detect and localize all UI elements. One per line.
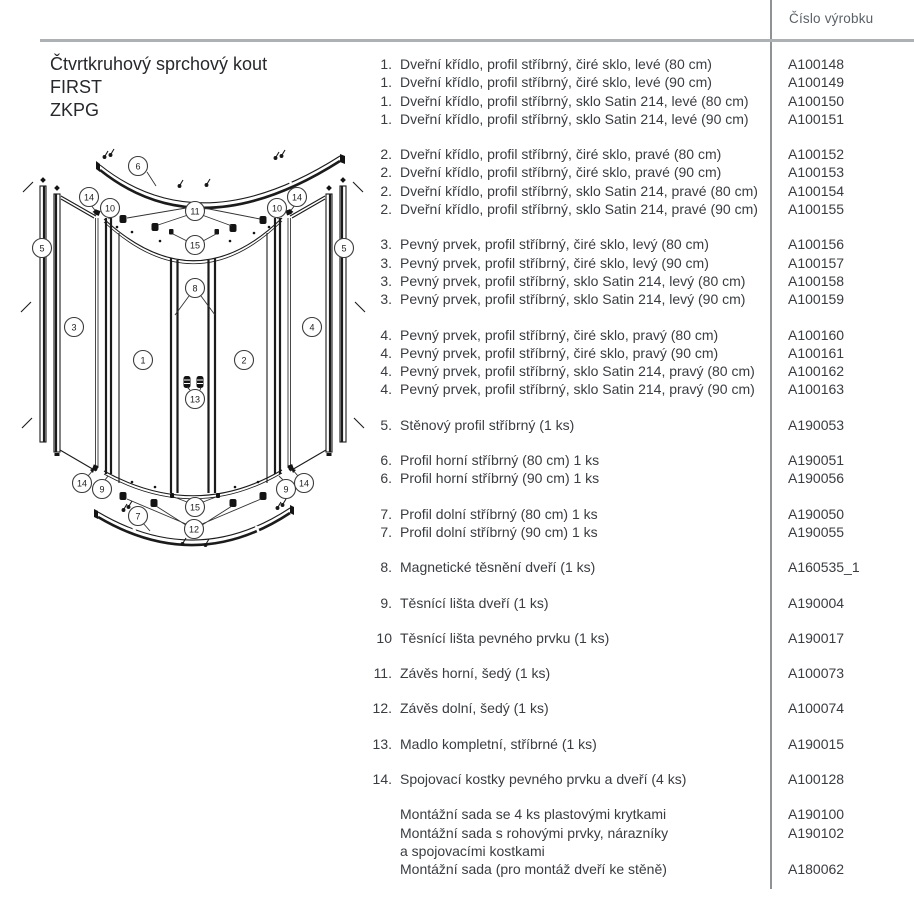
svg-text:5: 5 bbox=[341, 243, 347, 254]
part-row bbox=[368, 344, 914, 362]
svg-text:2: 2 bbox=[241, 355, 247, 366]
part-code: A100073 bbox=[788, 665, 845, 682]
part-code: A190056 bbox=[788, 470, 845, 487]
parts-group bbox=[368, 235, 914, 308]
part-code: A100152 bbox=[788, 146, 845, 163]
part-row bbox=[368, 469, 914, 487]
callout-4 bbox=[303, 318, 322, 337]
part-number: 8. bbox=[380, 559, 392, 576]
part-code: A190051 bbox=[788, 452, 845, 469]
part-description: Pevný prvek, profil stříbrný, sklo Satin 214, pravý (80 cm) bbox=[400, 363, 755, 380]
parts-group bbox=[368, 55, 914, 128]
svg-text:1: 1 bbox=[140, 355, 146, 366]
part-description: Pevný prvek, profil stříbrný, čiré sklo, levý (90 cm) bbox=[400, 254, 709, 271]
part-code: A100155 bbox=[788, 201, 845, 218]
part-row bbox=[368, 735, 914, 753]
part-code: A100148 bbox=[788, 56, 845, 72]
callout-3 bbox=[65, 318, 84, 337]
part-number: 3. bbox=[380, 291, 392, 308]
part-code: A100161 bbox=[788, 344, 845, 361]
part-code: A100160 bbox=[788, 326, 845, 343]
part-description: Madlo kompletní, stříbrné (1 ks) bbox=[400, 735, 597, 752]
part-row bbox=[368, 163, 914, 181]
part-row bbox=[368, 416, 914, 434]
part-description: Závěs horní, šedý (1 ks) bbox=[400, 665, 551, 682]
part-description: Dveřní křídlo, profil stříbrný, sklo Satin 214, pravé (90 cm) bbox=[400, 201, 758, 218]
shower-enclosure-exploded-diagram bbox=[20, 140, 366, 585]
panel-wall-profile-right bbox=[326, 185, 332, 456]
part-number: 3. bbox=[380, 254, 392, 271]
part-description: Dveřní křídlo, profil stříbrný, sklo Satin 214, levé (90 cm) bbox=[400, 110, 749, 127]
svg-text:5: 5 bbox=[39, 243, 45, 254]
part-row bbox=[368, 73, 914, 91]
part-code: A100158 bbox=[788, 272, 845, 289]
part-number: 4. bbox=[380, 344, 392, 361]
parts-group bbox=[368, 416, 914, 434]
part-code: A100074 bbox=[788, 700, 845, 717]
callout-14-top-left bbox=[80, 188, 99, 207]
part-description: Dveřní křídlo, profil stříbrný, čiré sklo, levé (90 cm) bbox=[400, 74, 712, 91]
part-number: 2. bbox=[380, 182, 392, 199]
part-code: A100157 bbox=[788, 254, 845, 271]
part-number: 4. bbox=[380, 363, 392, 380]
callout-9-right bbox=[277, 480, 296, 499]
callout-14-top-right bbox=[288, 188, 307, 207]
part-description: Profil horní stříbrný (80 cm) 1 ks bbox=[400, 452, 600, 469]
part-description: Pevný prvek, profil stříbrný, sklo Satin 214, levý (90 cm) bbox=[400, 291, 746, 308]
part-description: Magnetické těsnění dveří (1 ks) bbox=[400, 559, 596, 576]
part-code: A190100 bbox=[788, 806, 845, 823]
part-row bbox=[368, 235, 914, 253]
part-description: Dveřní křídlo, profil stříbrný, čiré sklo, pravé (90 cm) bbox=[400, 164, 722, 181]
part-code: A100154 bbox=[788, 182, 845, 199]
panel-wall-profile-left bbox=[54, 185, 60, 456]
part-description: Montážní sada s rohovými prvky, nárazníky bbox=[400, 824, 669, 841]
part-code: A190017 bbox=[788, 629, 845, 646]
fixed-panel-bottom-edges bbox=[60, 450, 326, 471]
part-row bbox=[368, 272, 914, 290]
svg-text:8: 8 bbox=[192, 283, 198, 294]
part-description: Profil horní stříbrný (90 cm) 1 ks bbox=[400, 470, 600, 487]
callout-10-top-left bbox=[101, 199, 120, 218]
part-row bbox=[368, 110, 914, 128]
part-number: 1. bbox=[380, 92, 392, 109]
part-number: 3. bbox=[380, 272, 392, 289]
part-number: 4. bbox=[380, 381, 392, 398]
part-number: 12. bbox=[372, 700, 392, 717]
parts-group bbox=[368, 805, 914, 878]
part-code: A100150 bbox=[788, 92, 845, 109]
header-rule-line bbox=[40, 39, 914, 42]
parts-group bbox=[368, 735, 914, 753]
product-title-block bbox=[50, 53, 267, 122]
part-number: 7. bbox=[380, 505, 392, 522]
part-description: Pevný prvek, profil stříbrný, čiré sklo, pravý (90 cm) bbox=[400, 344, 719, 361]
part-row bbox=[368, 145, 914, 163]
part-code: A100128 bbox=[788, 771, 845, 788]
svg-text:14: 14 bbox=[298, 478, 310, 489]
part-number: 9. bbox=[380, 594, 392, 611]
product-model: ZKPG bbox=[50, 100, 100, 120]
part-description: Profil dolní stříbrný (90 cm) 1 ks bbox=[400, 523, 598, 540]
part-code: A100162 bbox=[788, 363, 845, 380]
part-row bbox=[368, 699, 914, 717]
part-number: 1. bbox=[380, 74, 392, 91]
part-number: 11. bbox=[373, 665, 392, 682]
parts-group bbox=[368, 664, 914, 682]
panels-bottom-curve-inner bbox=[104, 473, 282, 499]
fixed-panel-edge-strips bbox=[106, 218, 280, 474]
part-row bbox=[368, 362, 914, 380]
parts-group bbox=[368, 699, 914, 717]
part-row bbox=[368, 92, 914, 110]
part-row bbox=[368, 380, 914, 398]
callout-15-bottom bbox=[186, 498, 205, 517]
part-row bbox=[368, 558, 914, 576]
part-number: 5. bbox=[380, 416, 392, 433]
part-code: A190050 bbox=[788, 505, 845, 522]
svg-text:9: 9 bbox=[283, 484, 289, 495]
handle-knobs bbox=[184, 376, 204, 388]
callout-14-bottom-right bbox=[295, 474, 314, 493]
part-code: A100153 bbox=[788, 164, 845, 181]
part-row bbox=[368, 182, 914, 200]
part-number: 13. bbox=[372, 735, 392, 752]
part-description: Montážní sada (pro montáž dveří ke stěně) bbox=[400, 861, 667, 878]
part-code: A190055 bbox=[788, 523, 845, 540]
part-number bbox=[368, 805, 392, 823]
callout-10-top-right bbox=[268, 199, 287, 218]
part-description: Pevný prvek, profil stříbrný, čiré sklo, pravý (80 cm) bbox=[400, 326, 719, 343]
wall-profile-left bbox=[40, 177, 46, 442]
part-row bbox=[368, 55, 914, 73]
callout-7 bbox=[129, 507, 148, 526]
part-number: 14. bbox=[372, 771, 392, 788]
svg-text:15: 15 bbox=[189, 240, 201, 251]
part-row bbox=[368, 451, 914, 469]
part-row bbox=[368, 594, 914, 612]
part-number bbox=[368, 842, 392, 860]
svg-text:14: 14 bbox=[83, 192, 95, 203]
callout-15-top bbox=[186, 236, 205, 255]
part-number bbox=[368, 860, 392, 878]
parts-group bbox=[368, 505, 914, 542]
part-code: A190004 bbox=[788, 594, 845, 611]
part-description: Těsnící lišta pevného prvku (1 ks) bbox=[400, 629, 610, 646]
svg-text:12: 12 bbox=[188, 524, 200, 535]
svg-text:6: 6 bbox=[135, 161, 141, 172]
part-code: A100151 bbox=[788, 110, 845, 127]
part-number: 1. bbox=[380, 56, 392, 72]
part-description: Závěs dolní, šedý (1 ks) bbox=[400, 700, 549, 717]
part-row bbox=[368, 629, 914, 647]
svg-text:7: 7 bbox=[135, 511, 141, 522]
part-row bbox=[368, 824, 914, 842]
parts-group bbox=[368, 629, 914, 647]
part-description: Stěnový profil stříbrný (1 ks) bbox=[400, 416, 575, 433]
callout-5-left bbox=[33, 239, 52, 258]
part-description: Profil dolní stříbrný (80 cm) 1 ks bbox=[400, 505, 598, 522]
callout-5-right bbox=[335, 239, 354, 258]
part-row bbox=[368, 505, 914, 523]
part-number: 2. bbox=[380, 201, 392, 218]
callout-9-left bbox=[93, 480, 112, 499]
svg-text:10: 10 bbox=[104, 203, 116, 214]
wall-profile-right bbox=[340, 177, 346, 442]
part-description: Dveřní křídlo, profil stříbrný, sklo Satin 214, pravé (80 cm) bbox=[400, 182, 758, 199]
part-number: 1. bbox=[380, 110, 392, 127]
part-code: A190102 bbox=[788, 824, 845, 841]
part-number: 6. bbox=[380, 452, 392, 469]
part-row bbox=[368, 805, 914, 823]
callout-13 bbox=[186, 390, 205, 409]
svg-text:14: 14 bbox=[76, 478, 88, 489]
part-row bbox=[368, 770, 914, 788]
callout-1 bbox=[134, 351, 153, 370]
callout-11 bbox=[186, 202, 205, 221]
svg-text:4: 4 bbox=[309, 322, 315, 333]
parts-group bbox=[368, 451, 914, 488]
svg-text:15: 15 bbox=[189, 502, 201, 513]
part-row bbox=[368, 523, 914, 541]
part-code: A190015 bbox=[788, 735, 845, 752]
part-description: Pevný prvek, profil stříbrný, čiré sklo, levý (80 cm) bbox=[400, 236, 709, 253]
part-row bbox=[368, 860, 914, 878]
callout-8 bbox=[186, 279, 205, 298]
part-code: A160535_1 bbox=[788, 559, 860, 576]
svg-text:13: 13 bbox=[189, 394, 201, 405]
part-number bbox=[368, 824, 392, 842]
part-description: Dveřní křídlo, profil stříbrný, sklo Satin 214, levé (80 cm) bbox=[400, 92, 749, 109]
panels-bottom-curve bbox=[104, 470, 282, 496]
parts-group bbox=[368, 594, 914, 612]
part-row bbox=[368, 200, 914, 218]
part-row bbox=[368, 842, 914, 860]
part-code: A100159 bbox=[788, 291, 845, 308]
part-description: Těsnící lišta dveří (1 ks) bbox=[400, 594, 549, 611]
parts-group bbox=[368, 558, 914, 576]
part-row bbox=[368, 254, 914, 272]
part-number: 2. bbox=[380, 146, 392, 163]
svg-text:10: 10 bbox=[271, 203, 283, 214]
parts-group bbox=[368, 770, 914, 788]
part-code: A100149 bbox=[788, 74, 845, 91]
callout-12 bbox=[185, 520, 204, 539]
parts-list bbox=[368, 55, 914, 896]
product-title: Čtvrtkruhový sprchový kout bbox=[50, 54, 268, 74]
part-description: Pevný prvek, profil stříbrný, sklo Satin 214, levý (80 cm) bbox=[400, 272, 746, 289]
product-number-column-header: Číslo výrobku bbox=[789, 11, 874, 26]
part-row bbox=[368, 290, 914, 308]
callout-14-bottom-left bbox=[73, 474, 92, 493]
fixed-panel-glass-edges bbox=[96, 218, 291, 468]
part-number: 6. bbox=[380, 470, 392, 487]
part-row bbox=[368, 664, 914, 682]
callout-2 bbox=[235, 351, 254, 370]
svg-text:3: 3 bbox=[71, 322, 77, 333]
part-description: Montážní sada se 4 ks plastovými krytkami bbox=[400, 806, 667, 823]
parts-group bbox=[368, 326, 914, 399]
parts-group bbox=[368, 145, 914, 218]
svg-text:9: 9 bbox=[99, 484, 105, 495]
part-number: 2. bbox=[380, 164, 392, 181]
part-description: a spojovacími kostkami bbox=[400, 842, 545, 859]
part-code: A100156 bbox=[788, 236, 845, 253]
part-number: 3. bbox=[380, 236, 392, 253]
part-description: Dveřní křídlo, profil stříbrný, čiré sklo, pravé (80 cm) bbox=[400, 146, 722, 163]
part-number: 7. bbox=[380, 523, 392, 540]
part-code: A190053 bbox=[788, 416, 845, 433]
product-series: FIRST bbox=[50, 77, 102, 97]
callout-6 bbox=[129, 157, 148, 176]
part-code bbox=[788, 842, 914, 860]
part-code: A100163 bbox=[788, 381, 845, 398]
part-description: Pevný prvek, profil stříbrný, sklo Satin 214, pravý (90 cm) bbox=[400, 381, 755, 398]
part-description: Spojovací kostky pevného prvku a dveří (4 ks) bbox=[400, 771, 687, 788]
part-description: Dveřní křídlo, profil stříbrný, čiré sklo, levé (80 cm) bbox=[400, 56, 712, 72]
part-code: A180062 bbox=[788, 861, 845, 878]
part-row bbox=[368, 326, 914, 344]
svg-text:11: 11 bbox=[190, 206, 200, 217]
part-number: 10 bbox=[376, 629, 392, 646]
part-number: 4. bbox=[380, 326, 392, 343]
svg-text:14: 14 bbox=[291, 192, 303, 203]
